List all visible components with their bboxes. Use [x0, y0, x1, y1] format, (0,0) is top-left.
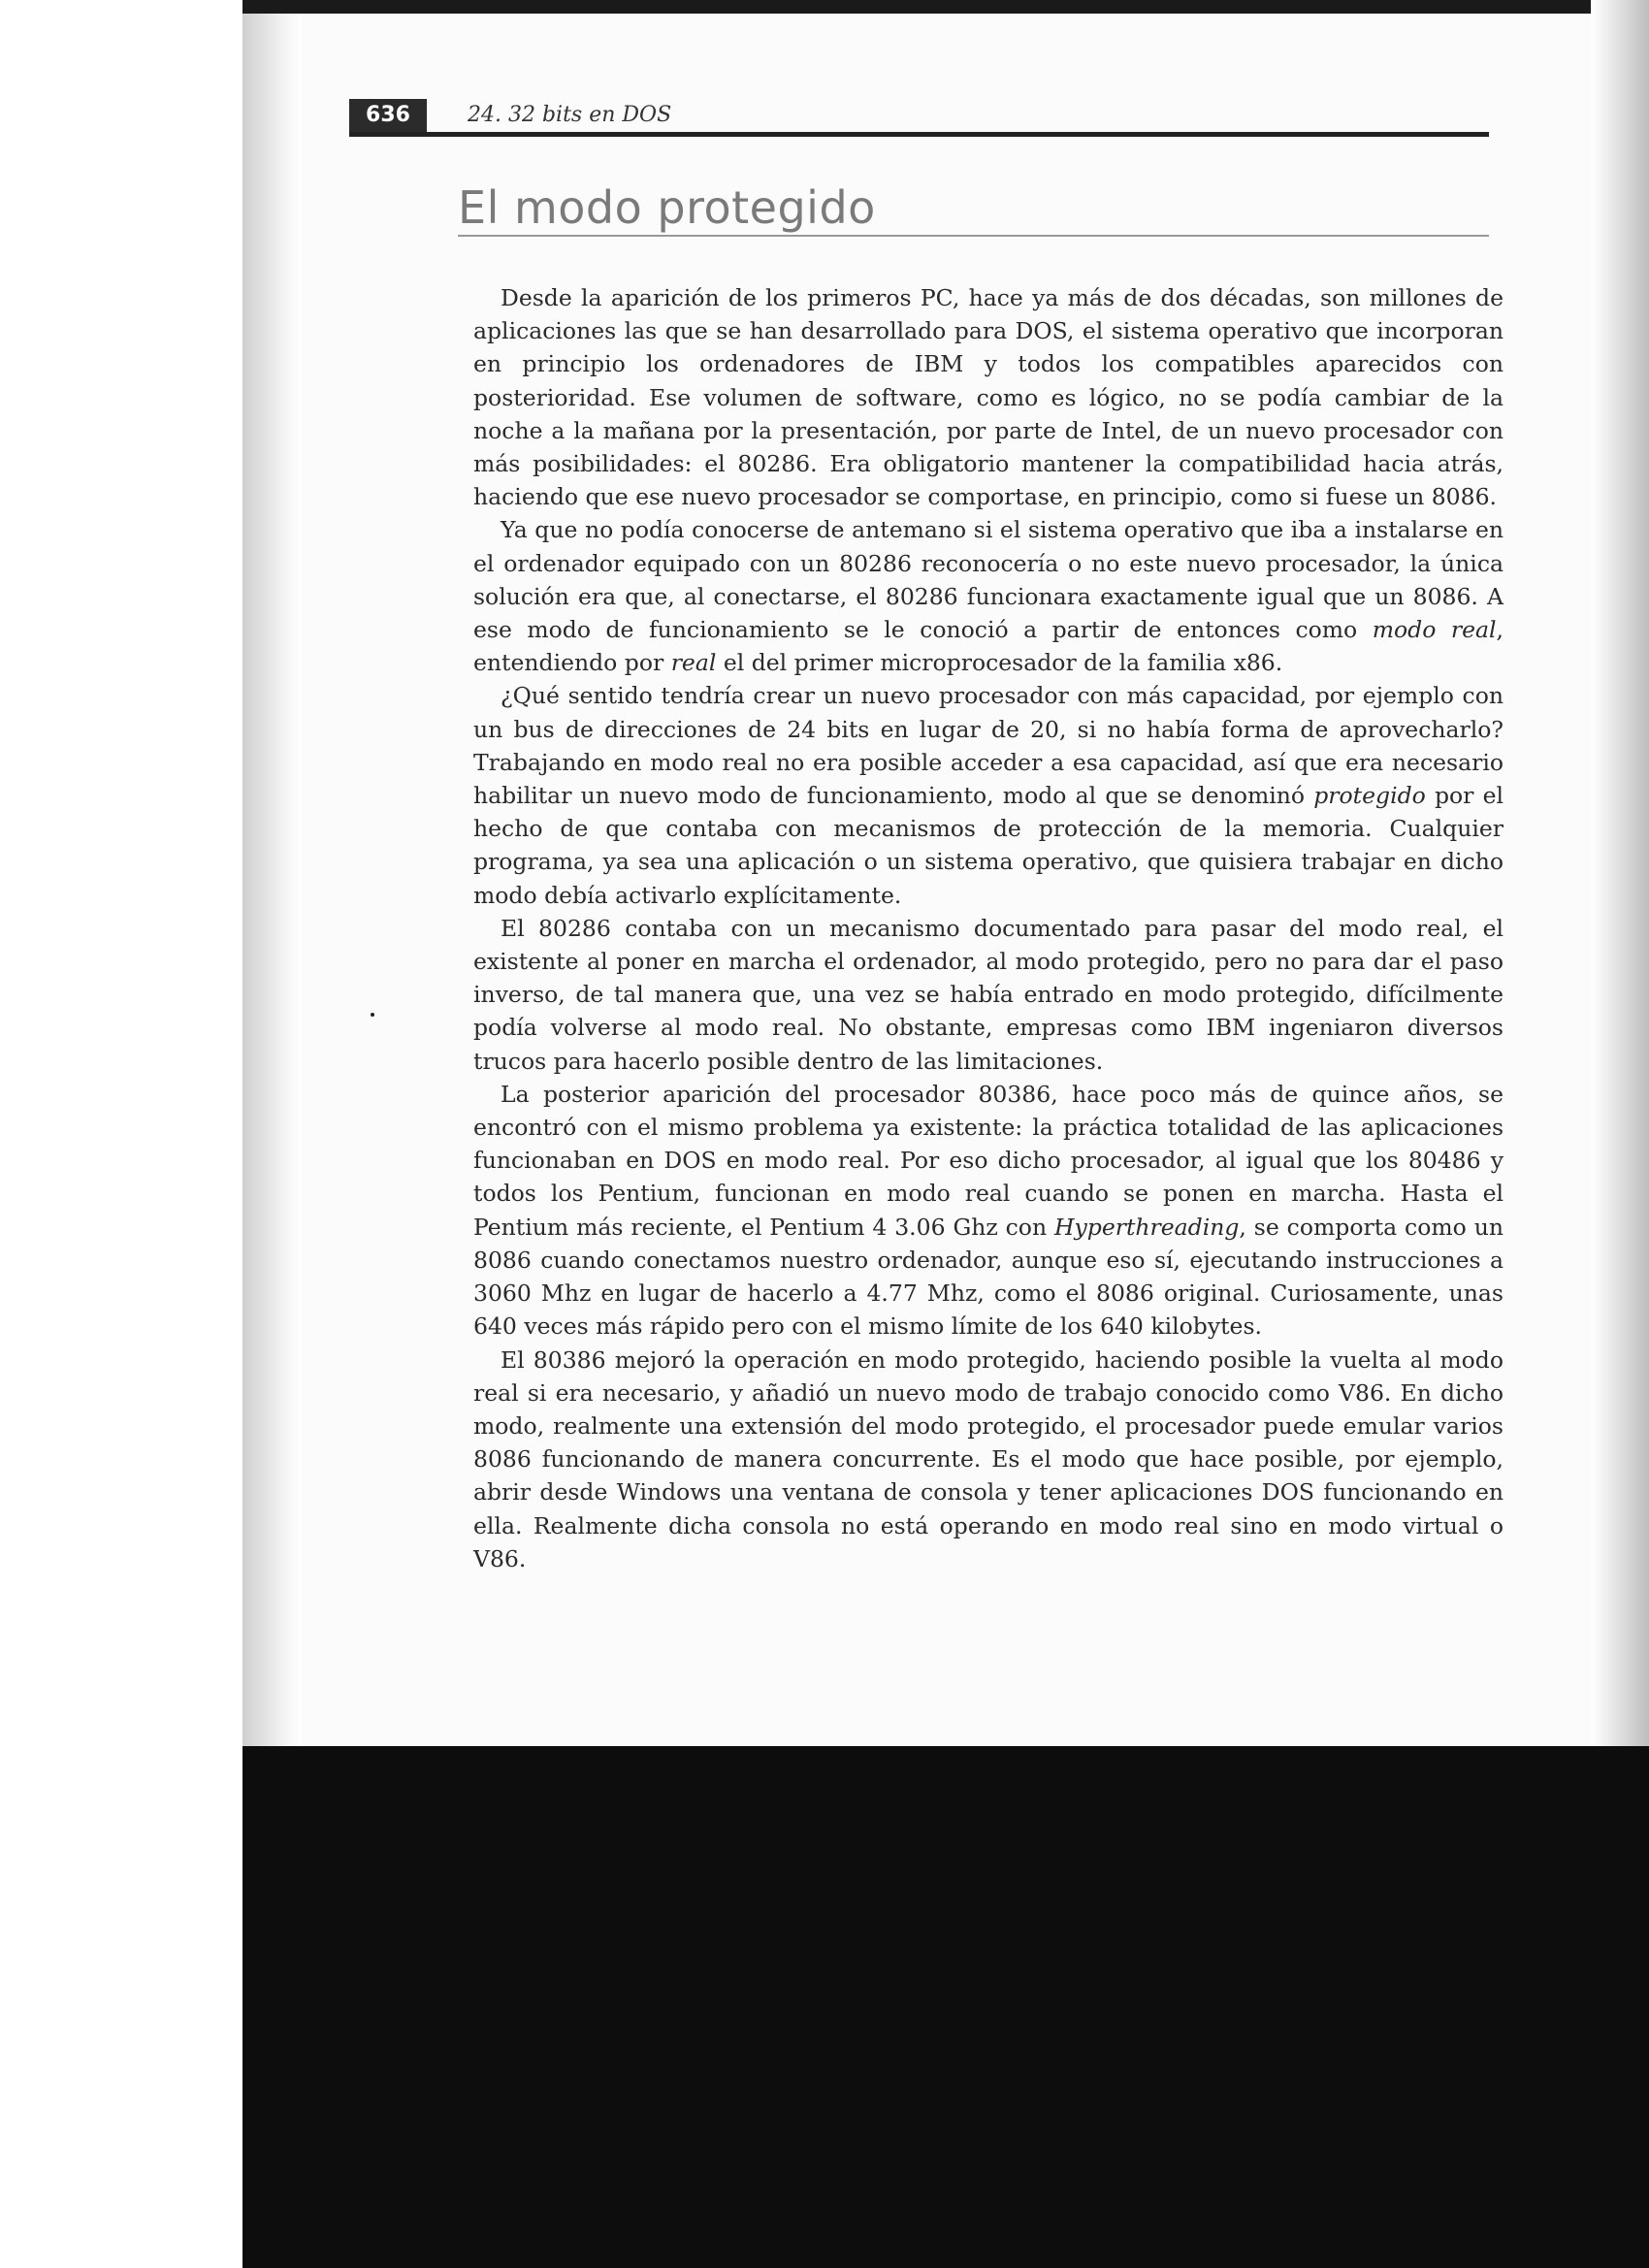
- scan-border-top: [242, 0, 1649, 14]
- body-paragraph: [473, 679, 1504, 911]
- body-paragraph: [473, 513, 1504, 679]
- italic-term: real: [670, 649, 717, 677]
- paragraph-text: , se comporta como un 8086 cuando conectamos nuestro ordenador, aunque eso sí, ejecutando instrucciones a 3060 Mhz en lugar de hacerlo a 4.77 Mhz, como el 8086 original. Curiosamente, unas 640 veces más rápido pero con el mismo límite de los 640 kilobytes.: [473, 1213, 1504, 1341]
- paragraph-text: Ya que no podía conocerse de antemano si el sistema operativo que iba a instalarse en el ordenador equipado con un 80286 reconocería o no este nuevo procesador, la única solución era que, al conectarse, el 80286 funcionara exactamente igual que un 8086. A ese modo de funcionamiento se le conoció a partir de entonces como: [473, 516, 1504, 644]
- italic-term: modo real: [1372, 616, 1497, 644]
- paragraph-text: El 80386 mejoró la operación en modo protegido, haciendo posible la vuelta al modo real si era necesario, y añadió un nuevo modo de trabajo conocido como V86. En dicho modo, realmente una extensión del modo protegido, el procesador puede emular varios 8086 funcionando de manera concurrente. Es el modo que hace posible, por ejemplo, abrir desde Windows una ventana de consola y tener aplicaciones DOS funcionando en ella. Realmente dicha consola no está operando en modo real sino en modo virtual o V86.: [473, 1345, 1504, 1572]
- italic-term: protegido: [1313, 782, 1426, 810]
- paragraph-text: La posterior aparición del procesador 80386, hace poco más de quince años, se encontró con el mismo problema ya existente: la práctica totalidad de las aplicaciones funcionaban en DOS en modo real. Por eso dicho procesador, al igual que los 80486 y todos los Pentium, funcionan en modo real cuando se ponen en marcha. Hasta el Pentium más reciente, el Pentium 4 3.06 Ghz con: [473, 1080, 1504, 1241]
- paragraph-text: ¿Qué sentido tendría crear un nuevo procesador con más capacidad, por ejemplo con un bus de direcciones de 24 bits en lugar de 20, si no había forma de aprovecharlo? Trabajando en modo real no era posible acceder a esa capacidad, así que era necesario habilitar un nuevo modo de funcionamiento, modo al que se denominó: [473, 682, 1504, 810]
- paragraph-text: el del primer microprocesador de la familia x86.: [716, 649, 1283, 677]
- section-title: El modo protegido: [458, 181, 876, 234]
- header-rule: [349, 132, 1489, 137]
- paragraph-text: , entendiendo por: [473, 616, 1504, 677]
- paragraph-text: El 80286 contaba con un mecanismo documentado para pasar del modo real, el existente al poner en marcha el ordenador, al modo protegido, pero no para dar el paso inverso, de tal manera que, una vez se había entrado en modo protegido, difícilmente podía volverse al modo real. No obstante, empresas como IBM ingeniaron diversos trucos para hacerlo posible dentro de las limitaciones.: [473, 914, 1504, 1075]
- body-paragraph: [473, 1344, 1504, 1575]
- scan-border-bottom: [242, 1746, 1649, 2268]
- italic-term: Hyperthreading: [1054, 1213, 1240, 1241]
- body-paragraph: [473, 912, 1504, 1078]
- running-header: [349, 93, 1489, 136]
- body-paragraph: [473, 1078, 1504, 1344]
- title-rule: [458, 235, 1489, 237]
- chapter-reference: 24. 32 bits en DOS: [468, 103, 672, 127]
- paragraph-text: Desde la aparición de los primeros PC, hace ya más de dos décadas, son millones de aplicaciones las que se han desarrollado para DOS, el sistema operativo que incorporan en principio los ordenadores de IBM y todos los compatibles aparecidos con posterioridad. Ese volumen de software, como es lógico, no se podía cambiar de la noche a la mañana por la presentación, por parte de Intel, de un nuevo procesador con más posibilidades: el 80286. Era obligatorio mantener la compatibilidad hacia atrás, haciendo que ese nuevo procesador se comportase, en principio, como si fuese un 8086.: [473, 284, 1504, 511]
- stray-mark: [371, 1013, 374, 1017]
- page-edge-shadow: [242, 14, 301, 1746]
- paragraph-text: por el hecho de que contaba con mecanismos de protección de la memoria. Cualquier programa, ya sea una aplicación o un sistema operativo, que quisiera trabajar en dicho modo debía activarlo explícitamente.: [473, 782, 1504, 909]
- body-text: [473, 281, 1504, 1575]
- book-gutter: [1591, 0, 1649, 1746]
- page-number: 636: [349, 99, 427, 132]
- body-paragraph: [473, 281, 1504, 513]
- scan-margin-left: [0, 0, 242, 2268]
